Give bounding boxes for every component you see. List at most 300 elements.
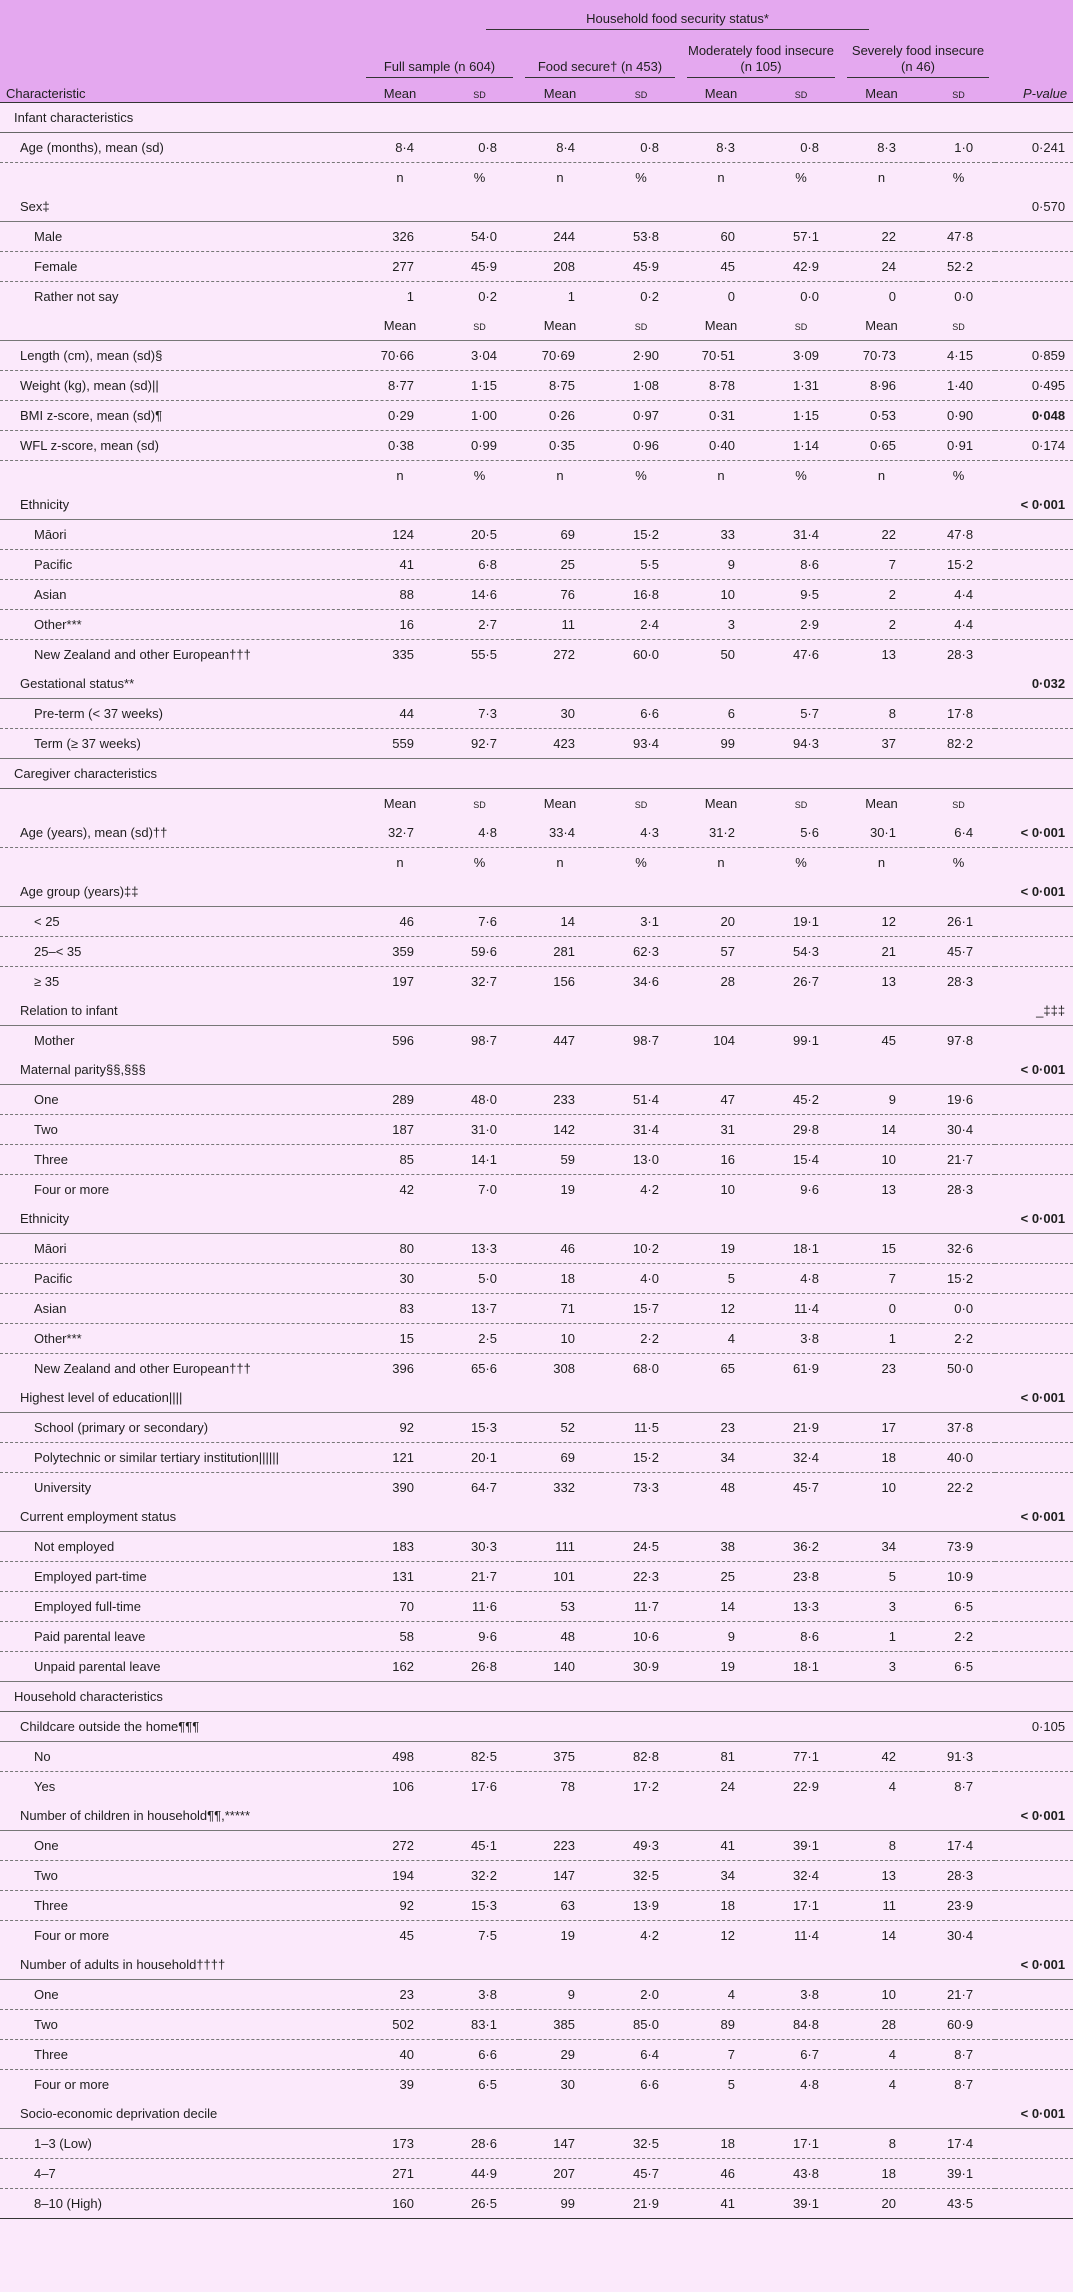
value-cell: 0 bbox=[727, 289, 735, 304]
p-value-cell bbox=[995, 520, 1073, 550]
percent-cell: 17·4 bbox=[922, 1831, 995, 1861]
value-cell: 13 bbox=[881, 1182, 896, 1197]
value-cell: 1 bbox=[841, 1622, 922, 1652]
percent-cell: 2·0 bbox=[601, 1980, 681, 2010]
row-label: Age group (years)‡‡ bbox=[0, 877, 360, 907]
table-row bbox=[0, 1354, 1073, 1384]
value-cell: 88 bbox=[360, 580, 440, 610]
value-cell: 70·66 bbox=[360, 341, 440, 371]
percent-cell: 34·6 bbox=[632, 974, 659, 989]
value-cell bbox=[841, 1801, 922, 1831]
table-row bbox=[0, 1592, 1073, 1622]
table-row bbox=[0, 1532, 1073, 1562]
percent-cell: 6·6 bbox=[640, 2077, 659, 2092]
percent-cell: 21·7 bbox=[922, 1980, 995, 2010]
value-cell: 65 bbox=[720, 1361, 735, 1376]
characteristic-header: Characteristic bbox=[0, 78, 360, 103]
value-cell: 40 bbox=[360, 2040, 440, 2070]
value-cell: 4 bbox=[681, 1980, 761, 2010]
value-cell: 39 bbox=[399, 2077, 414, 2092]
percent-cell: % bbox=[795, 170, 807, 185]
p-value-cell bbox=[995, 1861, 1073, 1891]
percent-cell: 1·40 bbox=[922, 371, 995, 401]
value-cell: 30 bbox=[519, 699, 601, 729]
value-cell bbox=[681, 669, 761, 699]
value-cell: 19 bbox=[681, 1234, 761, 1264]
p-value-cell bbox=[995, 1652, 1073, 1682]
percent-cell: 37·8 bbox=[922, 1413, 995, 1443]
row-label: Not employed bbox=[0, 1532, 360, 1562]
value-cell: 70·51 bbox=[681, 341, 761, 371]
percent-cell: 44·9 bbox=[440, 2159, 519, 2189]
value-cell: 8·4 bbox=[360, 133, 440, 163]
percent-cell: 49·3 bbox=[601, 1831, 681, 1861]
table-row bbox=[0, 133, 1073, 163]
value-cell bbox=[519, 877, 601, 907]
table-row bbox=[0, 1055, 1073, 1085]
value-cell: 50 bbox=[720, 647, 735, 662]
value-cell: 160 bbox=[360, 2189, 440, 2219]
value-cell bbox=[519, 1502, 601, 1532]
percent-cell: 26·8 bbox=[440, 1652, 519, 1682]
percent-cell: 0·91 bbox=[922, 431, 995, 461]
value-cell: 28 bbox=[720, 974, 735, 989]
percent-cell: 28·3 bbox=[947, 647, 974, 662]
value-cell: 45 bbox=[399, 1928, 414, 1943]
value-cell: 23 bbox=[681, 1413, 761, 1443]
percent-cell: 17·4 bbox=[922, 2129, 995, 2159]
percent-cell: % bbox=[952, 170, 965, 185]
p-value-cell bbox=[995, 1294, 1073, 1324]
percent-cell bbox=[601, 1055, 681, 1085]
value-cell: 30 bbox=[560, 2077, 575, 2092]
table-row bbox=[0, 1652, 1073, 1682]
percent-cell: 73·9 bbox=[922, 1532, 995, 1562]
percent-cell bbox=[440, 669, 519, 699]
value-cell: 32·7 bbox=[360, 818, 440, 848]
percent-cell: % bbox=[635, 170, 647, 185]
percent-cell: 6·4 bbox=[601, 2040, 681, 2070]
table-row bbox=[0, 729, 1073, 759]
p-value-cell bbox=[995, 937, 1073, 967]
group-full-sample: Full sample (n 604) bbox=[360, 30, 519, 78]
percent-cell: 39·1 bbox=[761, 2189, 841, 2219]
percent-cell: 85·0 bbox=[601, 2010, 681, 2040]
percent-cell bbox=[922, 996, 995, 1026]
percent-cell: sd bbox=[634, 796, 648, 811]
percent-cell: 7·3 bbox=[440, 699, 519, 729]
percent-cell bbox=[761, 1055, 841, 1085]
percent-cell: % bbox=[952, 855, 965, 870]
percent-cell: 17·2 bbox=[632, 1779, 659, 1794]
percent-cell: 60·9 bbox=[922, 2010, 995, 2040]
value-cell: Mean bbox=[865, 796, 898, 811]
percent-cell: 59·6 bbox=[440, 937, 519, 967]
percent-cell: 15·2 bbox=[922, 550, 995, 580]
percent-cell: 4·15 bbox=[922, 341, 995, 371]
table-row bbox=[0, 907, 1073, 937]
value-cell: 37 bbox=[841, 729, 922, 759]
percent-cell: 21·9 bbox=[601, 2189, 681, 2219]
row-label: Three bbox=[0, 2040, 360, 2070]
table-row bbox=[0, 937, 1073, 967]
percent-cell bbox=[601, 490, 681, 520]
value-cell: 69 bbox=[519, 1443, 601, 1473]
table-row bbox=[0, 1383, 1073, 1413]
percent-cell: 1·31 bbox=[761, 371, 841, 401]
value-cell: 140 bbox=[519, 1652, 601, 1682]
row-label: BMI z-score, mean (sd)¶ bbox=[0, 401, 360, 431]
percent-cell: 15·4 bbox=[761, 1145, 841, 1175]
p-value-cell bbox=[995, 967, 1073, 997]
percent-cell: 31·0 bbox=[440, 1115, 519, 1145]
row-label: Pacific bbox=[0, 550, 360, 580]
percent-cell: 45·1 bbox=[440, 1831, 519, 1861]
sd-header: sd bbox=[922, 78, 995, 103]
percent-cell bbox=[440, 2099, 519, 2129]
table-row bbox=[0, 401, 1073, 431]
percent-cell: 2·90 bbox=[601, 341, 681, 371]
percent-cell: 21·7 bbox=[440, 1562, 519, 1592]
row-label: Rather not say bbox=[34, 289, 119, 304]
value-cell: 4 bbox=[681, 1324, 761, 1354]
value-cell: 0·26 bbox=[519, 401, 601, 431]
group-moderately-insecure: Moderately food insecure (n 105) bbox=[681, 30, 841, 78]
p-value-cell: < 0·001 bbox=[995, 1502, 1073, 1532]
percent-cell bbox=[440, 1055, 519, 1085]
value-cell: 48 bbox=[519, 1622, 601, 1652]
table-row bbox=[0, 610, 1073, 640]
value-cell: 19 bbox=[560, 1182, 575, 1197]
row-label bbox=[0, 789, 360, 819]
percent-cell bbox=[761, 1204, 841, 1234]
p-value-cell: 0·032 bbox=[995, 669, 1073, 699]
value-cell: 0 bbox=[841, 1294, 922, 1324]
value-cell: 5 bbox=[841, 1562, 922, 1592]
table-row bbox=[0, 222, 1073, 252]
percent-cell bbox=[440, 1801, 519, 1831]
value-cell: 396 bbox=[392, 1361, 414, 1376]
percent-cell: 5·6 bbox=[761, 818, 841, 848]
percent-cell: 26·1 bbox=[922, 907, 995, 937]
row-label bbox=[0, 311, 360, 341]
p-value-cell bbox=[995, 907, 1073, 937]
percent-cell bbox=[601, 1383, 681, 1413]
value-cell bbox=[681, 877, 761, 907]
table-row bbox=[0, 1085, 1073, 1115]
p-value-cell bbox=[995, 1473, 1073, 1503]
value-cell: 8 bbox=[841, 1831, 922, 1861]
row-label: Socio-economic deprivation decile bbox=[0, 2099, 360, 2129]
value-cell: 25 bbox=[519, 550, 601, 580]
percent-cell: 0·2 bbox=[640, 289, 659, 304]
row-label: Asian bbox=[0, 1294, 360, 1324]
percent-cell: 83·1 bbox=[440, 2010, 519, 2040]
value-cell: 48 bbox=[720, 1480, 735, 1495]
table-row bbox=[0, 1861, 1073, 1891]
value-cell: Mean bbox=[383, 796, 417, 811]
row-label: Maternal parity§§,§§§ bbox=[0, 1055, 360, 1085]
percent-cell: 4·0 bbox=[601, 1264, 681, 1294]
value-cell: 6 bbox=[681, 699, 761, 729]
table-row bbox=[0, 252, 1073, 282]
value-cell: 447 bbox=[553, 1033, 575, 1048]
percent-cell: 20·5 bbox=[440, 520, 519, 550]
percent-cell: 1·08 bbox=[601, 371, 681, 401]
percent-cell: 45·9 bbox=[440, 252, 519, 282]
value-cell: 99 bbox=[519, 2189, 601, 2219]
percent-cell: 39·1 bbox=[761, 1831, 841, 1861]
percent-cell: 6·5 bbox=[478, 2077, 497, 2092]
percent-cell: 6·4 bbox=[922, 818, 995, 848]
percent-cell bbox=[440, 1383, 519, 1413]
percent-cell bbox=[601, 2099, 681, 2129]
percent-cell: 10·6 bbox=[601, 1622, 681, 1652]
row-label: Four or more bbox=[34, 1928, 110, 1943]
value-cell: 1 bbox=[841, 1324, 922, 1354]
percent-cell: 3·1 bbox=[601, 907, 681, 937]
percent-cell: 0·0 bbox=[922, 1294, 995, 1324]
percent-cell: 14·1 bbox=[440, 1145, 519, 1175]
value-cell: 14 bbox=[841, 1115, 922, 1145]
percent-cell: 3·8 bbox=[761, 1324, 841, 1354]
percent-cell: 54·0 bbox=[440, 222, 519, 252]
row-label: Term (≥ 37 weeks) bbox=[0, 729, 360, 759]
percent-cell: 2·7 bbox=[440, 610, 519, 640]
p-value-cell: 0·570 bbox=[995, 192, 1073, 222]
percent-cell: 14·6 bbox=[440, 580, 519, 610]
value-cell: 20 bbox=[841, 2189, 922, 2219]
percent-cell bbox=[922, 1383, 995, 1413]
row-label: 1–3 (Low) bbox=[0, 2129, 360, 2159]
units-row bbox=[0, 311, 1073, 341]
p-value-cell bbox=[995, 580, 1073, 610]
percent-cell: 15·2 bbox=[601, 1443, 681, 1473]
percent-cell: 42·9 bbox=[761, 252, 841, 282]
row-label: Three bbox=[0, 1891, 360, 1921]
value-cell bbox=[360, 1383, 440, 1413]
percent-cell: 4·8 bbox=[761, 1264, 841, 1294]
percent-cell: sd bbox=[794, 796, 808, 811]
percent-cell: 6·7 bbox=[761, 2040, 841, 2070]
group-severely-insecure: Severely food insecure (n 46) bbox=[841, 30, 995, 78]
percent-cell: 15·3 bbox=[440, 1413, 519, 1443]
value-cell: 41 bbox=[681, 1831, 761, 1861]
status-title: Household food security status* bbox=[486, 11, 869, 30]
value-cell: 332 bbox=[553, 1480, 575, 1495]
table-row bbox=[0, 669, 1073, 699]
value-cell bbox=[841, 1383, 922, 1413]
percent-cell: 4·4 bbox=[922, 610, 995, 640]
row-label: Two bbox=[0, 1115, 360, 1145]
percent-cell: 23·8 bbox=[761, 1562, 841, 1592]
percent-cell: 32·2 bbox=[440, 1861, 519, 1891]
row-label: Employed part-time bbox=[0, 1562, 360, 1592]
percent-cell: 82·5 bbox=[440, 1742, 519, 1772]
table-row bbox=[0, 640, 1073, 670]
p-value-cell: < 0·001 bbox=[995, 877, 1073, 907]
row-label: ≥ 35 bbox=[34, 974, 60, 989]
percent-cell: 11·4 bbox=[793, 1928, 819, 1943]
value-cell: 45 bbox=[681, 252, 761, 282]
value-cell: 197 bbox=[392, 974, 414, 989]
p-value-cell: < 0·001 bbox=[995, 1055, 1073, 1085]
p-value-cell bbox=[995, 2040, 1073, 2070]
percent-cell: 30·4 bbox=[947, 1928, 974, 1943]
value-cell: 9 bbox=[681, 1622, 761, 1652]
table-row bbox=[0, 490, 1073, 520]
value-cell: 17 bbox=[841, 1413, 922, 1443]
percent-cell: 84·8 bbox=[761, 2010, 841, 2040]
percent-cell bbox=[601, 1204, 681, 1234]
value-cell: n bbox=[556, 170, 564, 185]
percent-cell bbox=[440, 1502, 519, 1532]
table-row bbox=[0, 877, 1073, 907]
value-cell: n bbox=[396, 855, 404, 870]
value-cell: 85 bbox=[360, 1145, 440, 1175]
row-label: Weight (kg), mean (sd)|| bbox=[0, 371, 360, 401]
value-cell: 58 bbox=[360, 1622, 440, 1652]
value-cell: 390 bbox=[392, 1480, 414, 1495]
table-row bbox=[0, 2129, 1073, 2159]
p-value-cell bbox=[995, 1145, 1073, 1175]
value-cell bbox=[519, 490, 601, 520]
value-cell: 1 bbox=[567, 289, 575, 304]
value-cell: 9 bbox=[519, 1980, 601, 2010]
value-cell: 101 bbox=[519, 1562, 601, 1592]
percent-cell: 2·2 bbox=[922, 1324, 995, 1354]
value-cell: 272 bbox=[553, 647, 575, 662]
p-value-cell bbox=[995, 1891, 1073, 1921]
table-row bbox=[0, 1413, 1073, 1443]
value-cell: 99 bbox=[681, 729, 761, 759]
percent-cell: 1·0 bbox=[922, 133, 995, 163]
percent-cell bbox=[922, 192, 995, 222]
value-cell: 147 bbox=[519, 1861, 601, 1891]
value-cell: 42 bbox=[841, 1742, 922, 1772]
percent-cell bbox=[922, 2099, 995, 2129]
percent-cell bbox=[761, 1383, 841, 1413]
value-cell bbox=[681, 996, 761, 1026]
value-cell: 502 bbox=[360, 2010, 440, 2040]
value-cell: 70·69 bbox=[519, 341, 601, 371]
p-value-cell bbox=[995, 1413, 1073, 1443]
percent-cell: 6·5 bbox=[922, 1592, 995, 1622]
p-value-cell bbox=[995, 1772, 1073, 1802]
row-label: Age (years), mean (sd)†† bbox=[0, 818, 360, 848]
value-cell bbox=[681, 192, 761, 222]
value-cell bbox=[841, 192, 922, 222]
value-cell: 14 bbox=[519, 907, 601, 937]
percent-cell: 22·9 bbox=[792, 1779, 819, 1794]
value-cell: 19 bbox=[560, 1928, 575, 1943]
percent-cell: 10·2 bbox=[601, 1234, 681, 1264]
percent-cell: 55·5 bbox=[470, 647, 497, 662]
percent-cell: 30·4 bbox=[922, 1115, 995, 1145]
value-cell: 92 bbox=[360, 1413, 440, 1443]
value-cell: 70·73 bbox=[841, 341, 922, 371]
row-label: Male bbox=[0, 222, 360, 252]
value-cell: 23 bbox=[881, 1361, 896, 1376]
p-value-header: P-value bbox=[995, 78, 1073, 103]
value-cell: 10 bbox=[681, 580, 761, 610]
value-cell: 147 bbox=[519, 2129, 601, 2159]
percent-cell: 0·8 bbox=[440, 133, 519, 163]
percent-cell: 32·5 bbox=[601, 2129, 681, 2159]
row-label: Ethnicity bbox=[0, 1204, 360, 1234]
value-cell bbox=[360, 1801, 440, 1831]
table-row bbox=[0, 2189, 1073, 2219]
value-cell: 25 bbox=[681, 1562, 761, 1592]
percent-cell: % bbox=[952, 468, 965, 483]
percent-cell: 1·15 bbox=[761, 401, 841, 431]
table-row bbox=[0, 1562, 1073, 1592]
value-cell: 83 bbox=[360, 1294, 440, 1324]
percent-cell: 77·1 bbox=[761, 1742, 841, 1772]
value-cell bbox=[681, 490, 761, 520]
sd-header: sd bbox=[601, 78, 681, 103]
value-cell bbox=[360, 1204, 440, 1234]
value-cell: 0·65 bbox=[841, 431, 922, 461]
percent-cell: 18·1 bbox=[761, 1234, 841, 1264]
p-value-cell: 0·105 bbox=[995, 1712, 1073, 1742]
value-cell: n bbox=[396, 170, 404, 185]
value-cell: 70 bbox=[360, 1592, 440, 1622]
p-value-cell bbox=[995, 1264, 1073, 1294]
percent-cell: 28·3 bbox=[922, 1861, 995, 1891]
percent-cell: 94·3 bbox=[761, 729, 841, 759]
value-cell bbox=[519, 1801, 601, 1831]
p-value-cell: < 0·001 bbox=[995, 490, 1073, 520]
percent-cell: 51·4 bbox=[601, 1085, 681, 1115]
row-label: Highest level of education|||| bbox=[0, 1383, 360, 1413]
p-value-cell bbox=[995, 282, 1073, 312]
percent-cell: 8·7 bbox=[954, 1779, 974, 1794]
value-cell: 10 bbox=[841, 1980, 922, 2010]
section-label: Household characteristics bbox=[0, 1682, 1073, 1712]
p-value-cell bbox=[995, 1443, 1073, 1473]
value-cell: 271 bbox=[360, 2159, 440, 2189]
value-cell bbox=[360, 2099, 440, 2129]
value-cell: 18 bbox=[681, 2129, 761, 2159]
p-value-cell: _‡‡‡ bbox=[995, 996, 1073, 1026]
percent-cell: 92·7 bbox=[440, 729, 519, 759]
group-food-secure: Food secure† (n 453) bbox=[519, 30, 681, 78]
value-cell: 12 bbox=[681, 1294, 761, 1324]
percent-cell: 15·2 bbox=[922, 1264, 995, 1294]
percent-cell: % bbox=[473, 468, 486, 483]
percent-cell: 11·5 bbox=[601, 1413, 681, 1443]
value-cell bbox=[360, 996, 440, 1026]
value-cell: 16 bbox=[681, 1145, 761, 1175]
p-value-cell bbox=[995, 1562, 1073, 1592]
units-row bbox=[0, 163, 1073, 193]
percent-cell: 98·7 bbox=[632, 1033, 659, 1048]
percent-cell: 60·0 bbox=[632, 647, 659, 662]
row-label: Mother bbox=[34, 1033, 75, 1048]
row-label: Age (months), mean (sd) bbox=[0, 133, 360, 163]
value-cell: 63 bbox=[519, 1891, 601, 1921]
percent-cell: 2·2 bbox=[922, 1622, 995, 1652]
percent-cell: 82·8 bbox=[601, 1742, 681, 1772]
value-cell: 10 bbox=[720, 1182, 735, 1197]
value-cell bbox=[681, 1801, 761, 1831]
table-row bbox=[0, 1264, 1073, 1294]
units-row bbox=[0, 789, 1073, 819]
p-value-cell bbox=[995, 163, 1073, 193]
value-cell: 89 bbox=[681, 2010, 761, 2040]
row-label: Current employment status bbox=[0, 1502, 360, 1532]
